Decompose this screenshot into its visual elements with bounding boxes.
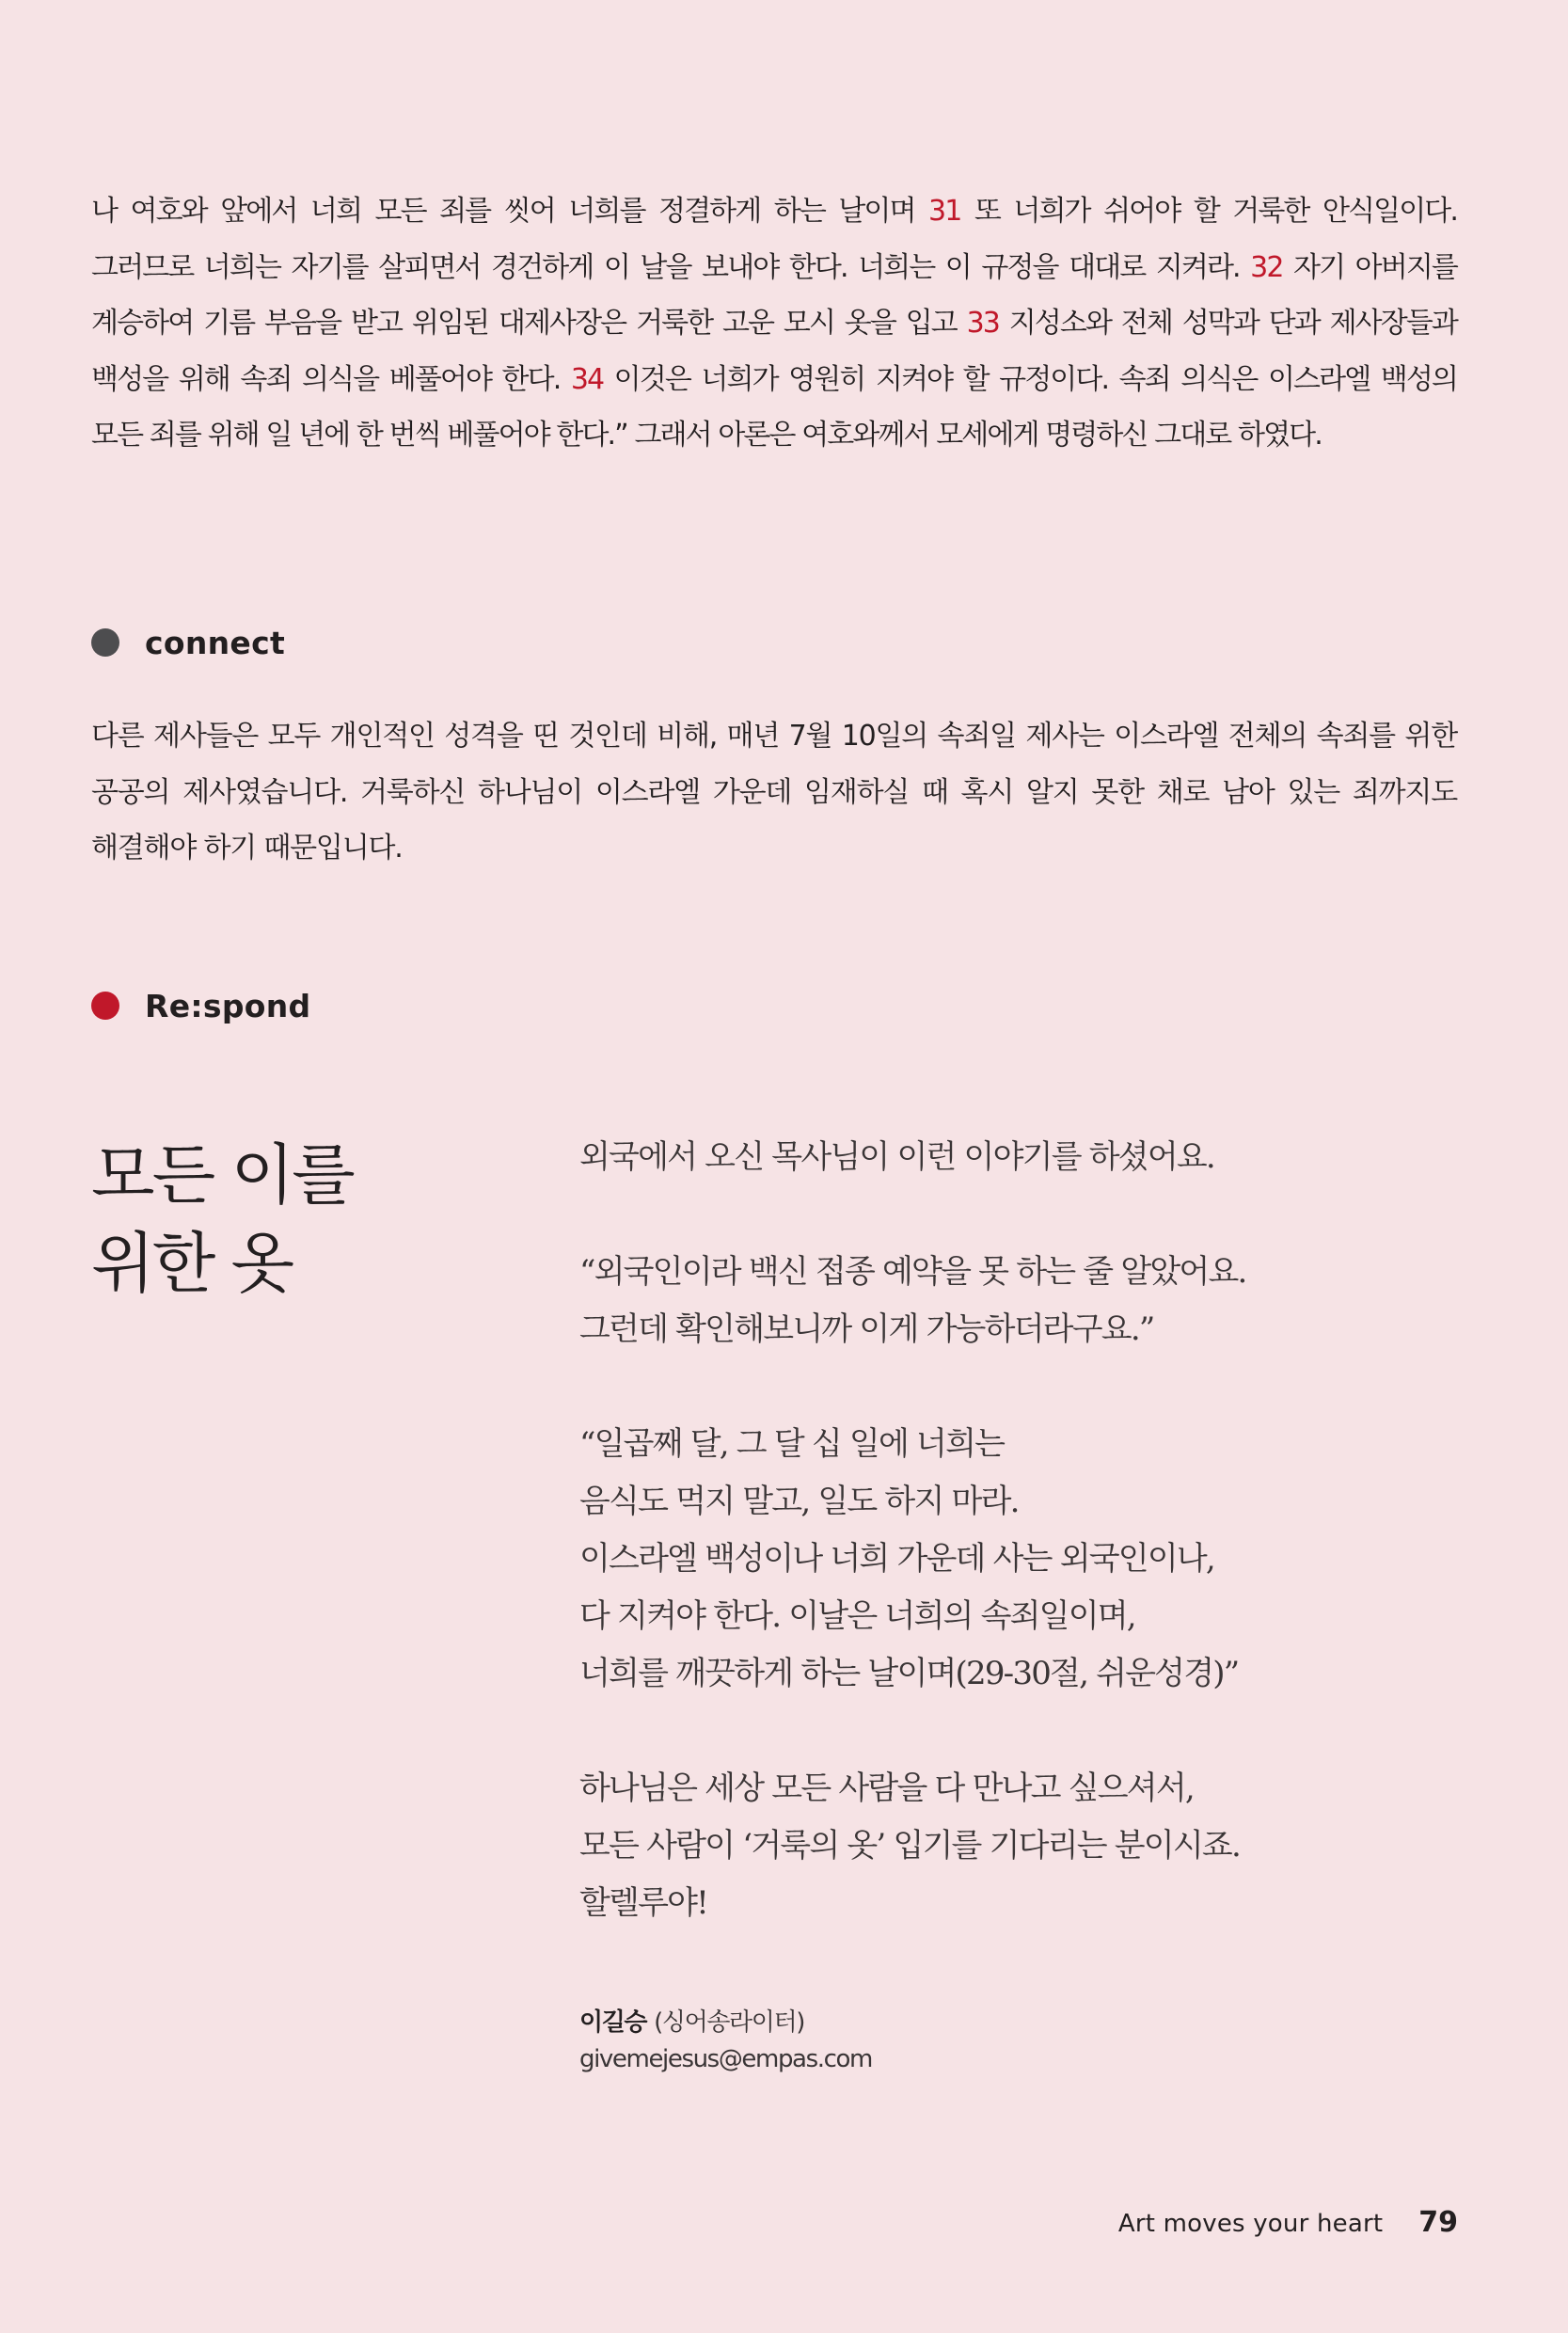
- respond-body-line: 이스라엘 백성이나 너희 가운데 사는 외국인이나,: [579, 1540, 1214, 1578]
- verse-number-31: 31: [928, 195, 961, 228]
- respond-title: [91, 1131, 353, 1308]
- respond-body-line: 하나님은 세상 모든 사람을 다 만나고 싶으셔서,: [579, 1770, 1194, 1807]
- respond-body-line: 할렐루야!: [579, 1884, 708, 1922]
- dark-bullet-icon: [91, 628, 119, 657]
- verse-number-34: 34: [570, 362, 604, 396]
- scripture-text: 자기 아버지를 계승하여 기름 부음을 받고 위임된 대제사장은 거룩한 고운 모시 옷을 입고: [91, 250, 1457, 340]
- respond-label: Re:spond: [145, 987, 311, 1024]
- paragraph-gap: [579, 1703, 1426, 1760]
- verse-number-32: 32: [1250, 250, 1283, 284]
- respond-body-line: 모든 사람이 ‘거룩의 옷’ 입기를 기다리는 분이시죠.: [579, 1827, 1240, 1865]
- scripture-text: 지성소와 전체 성막과 단과 제사장들과 백성을 위해 속죄 의식을 베풀어야 한다.: [91, 307, 1457, 396]
- connect-label: connect: [145, 624, 286, 661]
- respond-body-line: 외국에서 오신 목사님이 이런 이야기를 하셨어요.: [579, 1138, 1214, 1176]
- author-role: (싱어송라이터): [654, 2008, 804, 2037]
- respond-body-line: 그런데 확인해보니까 이게 가능하더라구요.”: [579, 1310, 1154, 1348]
- respond-title-line: 위한 옷: [91, 1225, 293, 1302]
- respond-body: [579, 1129, 1426, 1932]
- verse-number-33: 33: [966, 307, 999, 340]
- respond-body-line: 다 지켜야 한다. 이날은 너희의 속죄일이며,: [579, 1597, 1135, 1635]
- scripture-passage: [91, 183, 1457, 464]
- paragraph-gap: [579, 1358, 1426, 1416]
- page-number: 79: [1418, 2206, 1458, 2239]
- footer-tagline: Art moves your heart: [1117, 2210, 1384, 2238]
- page-footer: [1118, 2206, 1458, 2239]
- author-credit: [579, 2005, 872, 2078]
- scripture-text: 이것은 너희가 영원히 지켜야 할 규정이다. 속죄 의식은 이스라엘 백성의 모든 죄를 위해 일 년에 한 번씩 베풀어야 한다.” 그래서 아론은 여호와께서 모세에게 명령하신 그대로 하였다.: [91, 362, 1457, 452]
- respond-body-line: 음식도 먹지 말고, 일도 하지 마라.: [579, 1483, 1019, 1520]
- connect-section-heading: [91, 624, 285, 661]
- author-email: givemejesus@empas.com: [579, 2045, 872, 2073]
- paragraph-gap: [579, 1186, 1426, 1244]
- respond-body-line: 너희를 깨끗하게 하는 날이며(29-30절, 쉬운성경)”: [579, 1655, 1239, 1692]
- author-name: 이길승: [579, 2008, 647, 2037]
- respond-body-line: “외국인이라 백신 접종 예약을 못 하는 줄 알았어요.: [579, 1253, 1246, 1291]
- scripture-text: 또 너희가 쉬어야 할 거룩한 안식일이다. 그러므로 너희는 자기를 살피면서 경건하게 이 날을 보내야 한다. 너희는 이 규정을 대대로 지켜라.: [91, 195, 1457, 284]
- respond-body-line: “일곱째 달, 그 달 십 일에 너희는: [579, 1425, 1005, 1463]
- scripture-text: 나 여호와 앞에서 너희 모든 죄를 씻어 너희를 정결하게 하는 날이며: [91, 195, 929, 228]
- red-bullet-icon: [91, 992, 119, 1020]
- respond-section-heading: [91, 987, 310, 1024]
- connect-body-text: 다른 제사들은 모두 개인적인 성격을 띤 것인데 비해, 매년 7월 10일의 속죄일 제사는 이스라엘 전체의 속죄를 위한 공공의 제사였습니다. 거룩하신 하나님이 이스라엘 가운데 임재하실 때 혹시 알지 못한 채로 남아 있는 죄까지도 해결해야 하기 때문입니다.: [91, 720, 1457, 865]
- respond-title-line: 모든 이를: [91, 1136, 353, 1214]
